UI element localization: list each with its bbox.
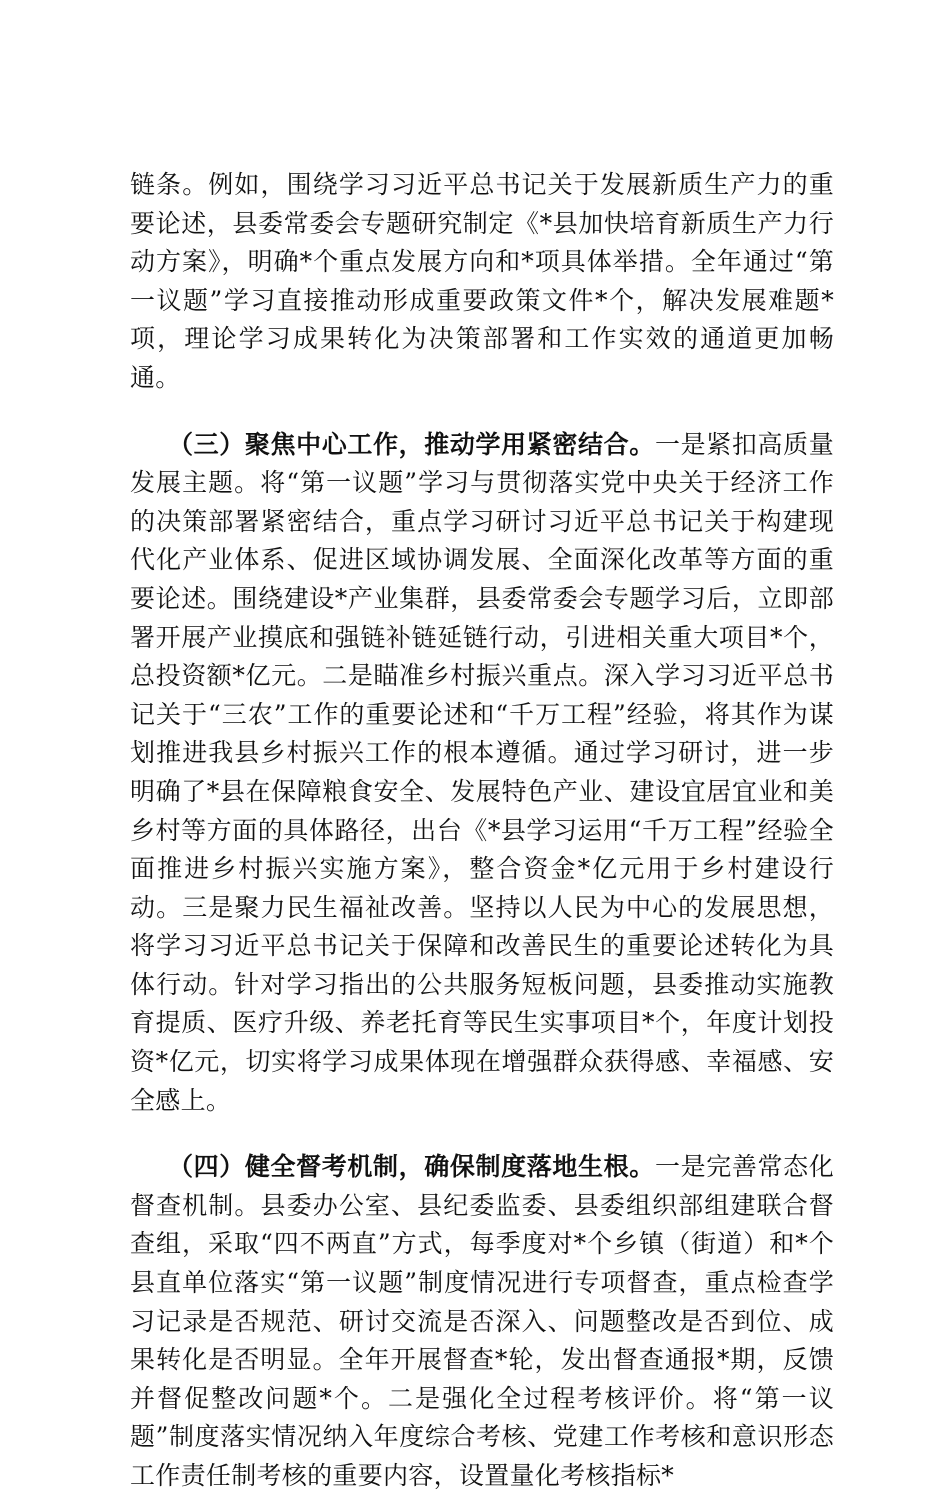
document-body <box>130 166 834 1496</box>
section-4-paragraph <box>130 1148 834 1495</box>
paragraph-gap <box>130 1120 834 1148</box>
section-3-body: 一是紧扣高质量发展主题。将“第一议题”学习与贯彻落实党中央关于经济工作的决策部署紧密结合，重点学习研讨习近平总书记关于构建现代化产业体系、促进区域协调发展、全面深化改革等方面的重要论述。围绕建设*产业集群，县委常委会专题学习后，立即部署开展产业摸底和强链补链延链行动，引进相关重大项目*个，总投资额*亿元。二是瞄准乡村振兴重点。深入学习习近平总书记关于“三农”工作的重要论述和“千万工程”经验，将其作为谋划推进我县乡村振兴工作的根本遵循。通过学习研讨，进一步明确了*县在保障粮食安全、发展特色产业、建设宜居宜业和美乡村等方面的具体路径，出台《*县学习运用“千万工程”经验全面推进乡村振兴实施方案》，整合资金*亿元用于乡村建设行动。三是聚力民生福祉改善。坚持以人民为中心的发展思想，将学习习近平总书记关于保障和改善民生的重要论述转化为具体行动。针对学习指出的公共服务短板问题，县委推动实施教育提质、医疗升级、养老托育等民生实事项目*个，年度计划投资*亿元，切实将学习成果体现在增强群众获得感、幸福感、安全感上。 <box>130 429 835 1115</box>
section-3-paragraph <box>130 426 834 1121</box>
paragraph-gap <box>130 398 834 426</box>
paragraph-text: 链条。例如，围绕学习习近平总书记关于发展新质生产力的重要论述，县委常委会专题研究制定《*县加快培育新质生产力行动方案》，明确*个重点发展方向和*项具体举措。全年通过“第一议题”学习直接推动形成重要政策文件*个，解决发展难题*项，理论学习成果转化为决策部署和工作实效的通道更加畅通。 <box>130 170 834 392</box>
section-4-heading: （四）健全督考机制，确保制度落地生根。 <box>168 1152 655 1182</box>
paragraph-continuation <box>130 166 834 398</box>
section-3-heading: （三）聚焦中心工作，推动学用紧密结合。 <box>168 429 655 459</box>
section-4-body: 一是完善常态化督查机制。县委办公室、县纪委监委、县委组织部组建联合督查组，采取“四不两直”方式，每季度对*个乡镇（街道）和*个县直单位落实“第一议题”制度情况进行专项督查，重点检查学习记录是否规范、研讨交流是否深入、问题整改是否到位、成果转化是否明显。全年开展督查*轮，发出督查通报*期，反馈并督促整改问题*个。二是强化全过程考核评价。将“第一议题”制度落实情况纳入年度综合考核、党建工作考核和意识形态工作责任制考核的重要内容，设置量化考核指标* <box>130 1152 835 1490</box>
